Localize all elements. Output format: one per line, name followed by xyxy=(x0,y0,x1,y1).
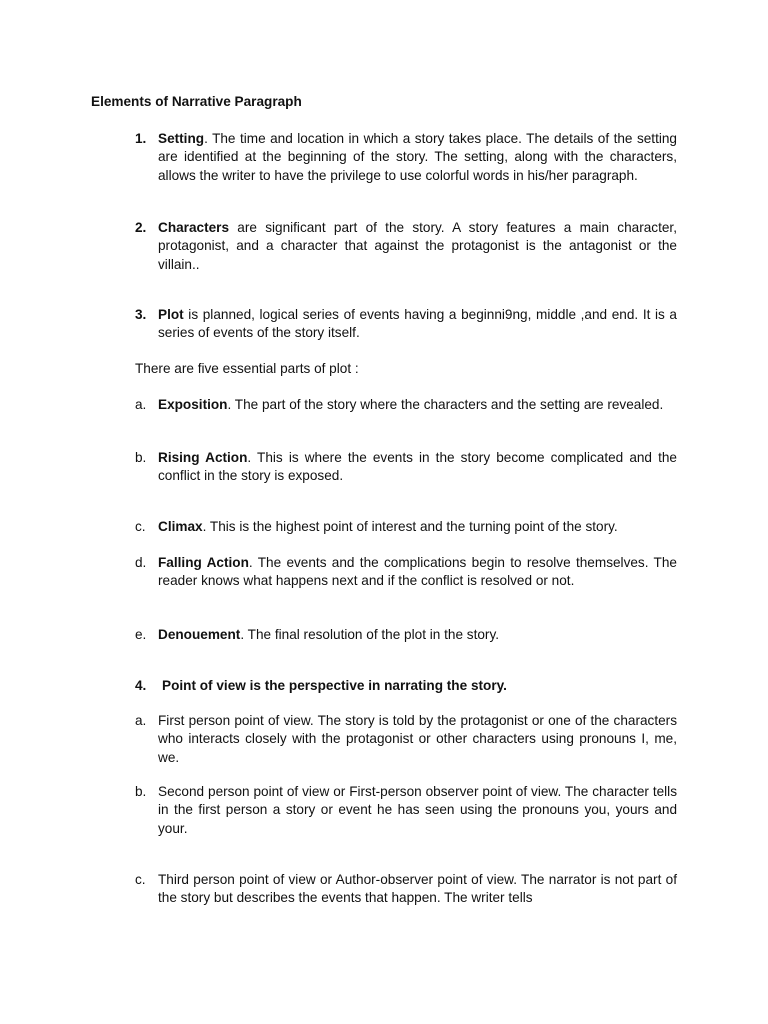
item-letter: c. xyxy=(135,519,146,534)
item-text xyxy=(158,219,677,274)
item-description: . This is the highest point of interest and the turning point of the story. xyxy=(202,519,618,534)
item-letter: e. xyxy=(135,627,147,642)
item-description: . This is where the events in the story become complicated and the conflict in the story is exposed. xyxy=(158,450,677,484)
item-term: Characters xyxy=(158,220,230,235)
item-letter: b. xyxy=(135,450,147,465)
item-description: are significant part of the story. A story features a main character, protagonist, and a character that against the protagonist is the antagonist or the villain.. xyxy=(158,220,677,272)
item-description: Third person point of view or Author-observer point of view. The narrator is not part of the story but describes the events that happen. The writer tells xyxy=(158,872,677,906)
item-term: Plot xyxy=(158,307,184,322)
item-term: Denouement xyxy=(158,627,241,642)
item-text xyxy=(158,554,677,591)
plot-part-falling-action xyxy=(135,554,677,591)
plot-part-rising-action xyxy=(135,449,677,486)
item-text xyxy=(158,130,677,185)
document-title: Elements of Narrative Paragraph xyxy=(91,94,302,109)
item-term: Rising Action xyxy=(158,450,248,465)
plot-part-denouement xyxy=(135,626,677,644)
item-text xyxy=(158,396,677,414)
element-setting xyxy=(135,130,677,185)
item-term: Climax xyxy=(158,519,203,534)
pov-heading-text: Point of view is the perspective in narrating the story. xyxy=(162,678,507,693)
element-plot xyxy=(135,306,677,343)
item-description: First person point of view. The story is told by the protagonist or one of the characters who interacts closely with the protagonist or other characters using pronouns I, me, we. xyxy=(158,713,677,765)
item-text xyxy=(158,449,677,486)
item-letter: c. xyxy=(135,872,146,887)
item-letter: a. xyxy=(135,713,147,728)
item-text xyxy=(158,518,677,536)
item-letter: a. xyxy=(135,397,147,412)
pov-heading xyxy=(135,677,695,695)
item-number: 2. xyxy=(135,220,147,235)
item-number: 1. xyxy=(135,131,147,146)
item-description: . The time and location in which a story takes place. The details of the setting are identified at the beginning of the story. The setting, along with the characters, allows the writer to have the privilege to use colorful words in his/her paragraph. xyxy=(158,131,677,183)
item-number: 4. xyxy=(135,678,147,693)
item-term: Exposition xyxy=(158,397,228,412)
element-characters xyxy=(135,219,677,274)
item-description: . The part of the story where the characters and the setting are revealed. xyxy=(227,397,664,412)
item-description: is planned, logical series of events having a beginni9ng, middle ,and end. It is a series of events of the story itself. xyxy=(158,307,677,341)
plot-part-exposition xyxy=(135,396,677,414)
item-description: . The events and the complications begin to resolve themselves. The reader knows what happens next and if the conflict is resolved or not. xyxy=(158,555,677,589)
item-term: Setting xyxy=(158,131,205,146)
pov-second-person xyxy=(135,783,677,838)
plot-part-climax xyxy=(135,518,677,536)
item-term: Falling Action xyxy=(158,555,249,570)
item-description: Second person point of view or First-person observer point of view. The character tells in the first person a story or event he has seen using the pronouns you, yours and your. xyxy=(158,784,677,836)
item-text xyxy=(158,626,677,644)
item-text xyxy=(158,306,677,343)
item-letter: d. xyxy=(135,555,147,570)
plot-intro: There are five essential parts of plot : xyxy=(135,361,359,376)
pov-first-person xyxy=(135,712,677,767)
item-description: . The final resolution of the plot in the story. xyxy=(240,627,500,642)
pov-third-person xyxy=(135,871,677,908)
item-letter: b. xyxy=(135,784,147,799)
item-number: 3. xyxy=(135,307,147,322)
